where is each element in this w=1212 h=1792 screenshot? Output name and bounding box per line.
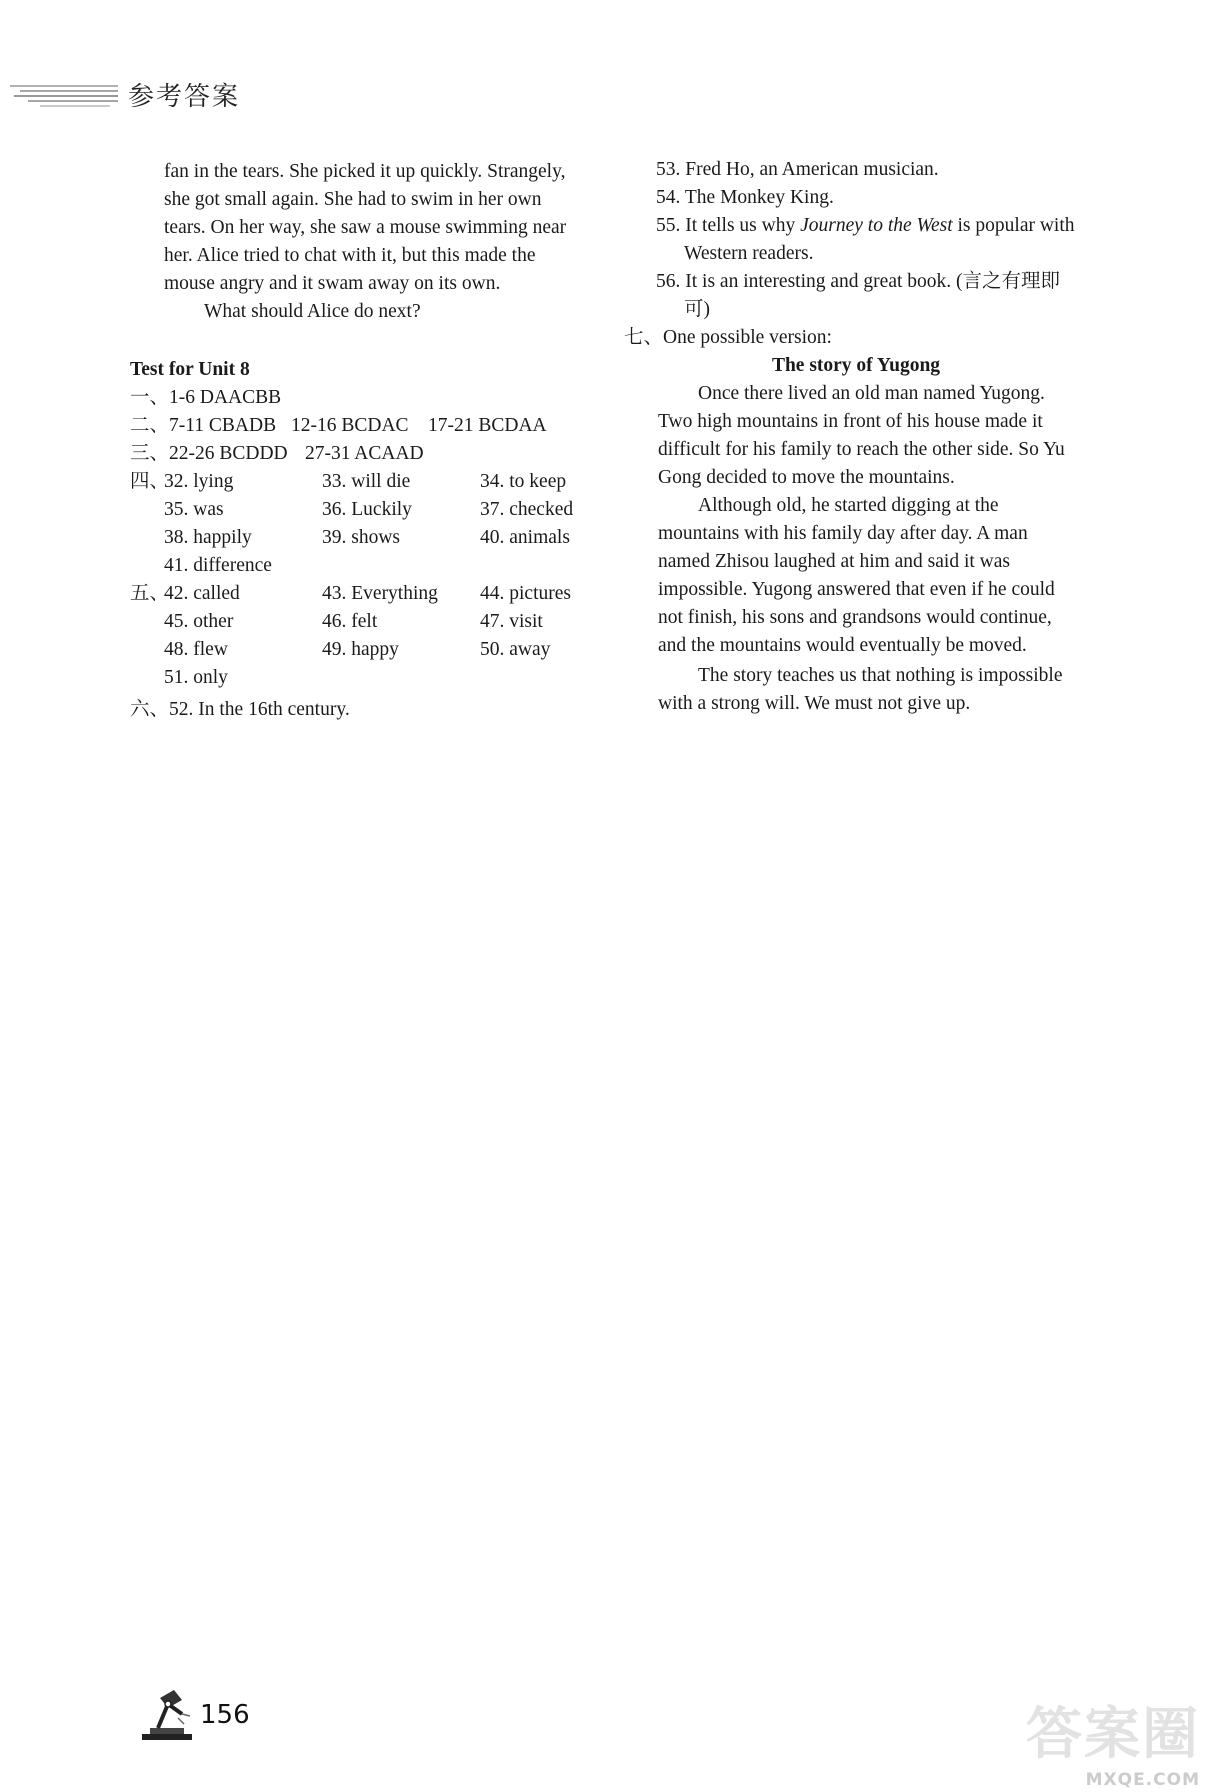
essay-line: not finish, his sons and grandsons would continue, [658, 607, 1052, 628]
answer-group: 三、22-26 BCDDD [130, 443, 288, 464]
answer-item: 50. away [480, 639, 551, 660]
section-6-answers: 六、52. In the 16th century. [130, 699, 350, 720]
essay-line: Although old, he started digging at the [698, 495, 999, 516]
answer-item: 34. to keep [480, 471, 567, 492]
answer-item: 35. was [164, 499, 224, 520]
answer-item: 38. happily [164, 527, 252, 548]
essay-line: The story teaches us that nothing is impossible [698, 665, 1063, 686]
answer-item: 42. called [164, 583, 240, 604]
section-3-answers [130, 440, 590, 468]
desk-lamp-icon [138, 1688, 198, 1742]
answer-56: 56. It is an interesting and great book. (言之有理即 [656, 271, 1061, 292]
answer-53: 53. Fred Ho, an American musician. [656, 159, 939, 180]
section-1-answers: 一、1-6 DAACBB [130, 387, 282, 408]
story-line: mouse angry and it swam away on its own. [164, 273, 501, 294]
test-title: Test for Unit 8 [130, 359, 250, 380]
answer-group: 二、7-11 CBADB [130, 415, 277, 436]
answer-56-continued: 可) [684, 299, 710, 320]
answer-item: 44. pictures [480, 583, 571, 604]
answer-item: 43. Everything [322, 583, 438, 604]
story-line: tears. On her way, she saw a mouse swimming near [164, 217, 567, 238]
essay-line: named Zhisou laughed at him and said it was [658, 551, 1011, 572]
answer-55-text-end: is popular with [952, 215, 1075, 236]
essay-line: difficult for his family to reach the other side. So Yu [658, 439, 1065, 460]
essay-title: The story of Yugong [771, 355, 941, 376]
answer-item: 49. happy [322, 639, 399, 660]
story-line: fan in the tears. She picked it up quickly. Strangely, [164, 161, 566, 182]
essay-line: Once there lived an old man named Yugong. [698, 383, 1045, 404]
answer-item: 46. felt [322, 611, 378, 632]
section-label: 五、 [130, 583, 170, 604]
answer-item: 48. flew [164, 639, 228, 660]
answer-item: 47. visit [480, 611, 543, 632]
essay-line: with a strong will. We must not give up. [658, 693, 971, 714]
section-5-answers [130, 580, 590, 692]
section-4-answers [130, 468, 590, 580]
answer-item: 33. will die [322, 471, 411, 492]
section-2-answers [130, 412, 590, 440]
answer-group: 12-16 BCDAC [291, 415, 409, 436]
section-7-label: 七、One possible version: [624, 327, 832, 348]
page-header-title: 参考答案 [128, 82, 241, 112]
story-line: she got small again. She had to swim in her own [164, 189, 542, 210]
header-decoration-lines [10, 80, 120, 110]
answer-group: 27-31 ACAAD [305, 443, 424, 464]
answer-group: 17-21 BCDAA [428, 415, 547, 436]
watermark [930, 1700, 1200, 1790]
answer-54: 54. The Monkey King. [656, 187, 834, 208]
watermark-url: MXQE.COM [1085, 1770, 1200, 1790]
story-line: her. Alice tried to chat with it, but this made the [164, 245, 536, 266]
answer-item: 32. lying [164, 471, 234, 492]
page-number: 156 [200, 1700, 250, 1730]
watermark-logo: 答案圈 [1026, 1702, 1200, 1767]
section-label: 四、 [130, 471, 170, 492]
essay-line: impossible. Yugong answered that even if he could [658, 579, 1055, 600]
answer-55-continued: Western readers. [684, 243, 814, 264]
answer-item: 40. animals [480, 527, 570, 548]
answer-item: 37. checked [480, 499, 574, 520]
answer-item: 45. other [164, 611, 234, 632]
answer-item: 51. only [164, 667, 228, 688]
answer-55 [656, 212, 1075, 240]
story-question: What should Alice do next? [204, 301, 421, 322]
essay-line: Gong decided to move the mountains. [658, 467, 955, 488]
book-title: Journey to the West [800, 215, 953, 236]
essay-line: Two high mountains in front of his house made it [658, 411, 1043, 432]
essay-line: and the mountains would eventually be moved. [658, 635, 1027, 656]
essay-line: mountains with his family day after day. A man [658, 523, 1028, 544]
answer-item: 36. Luckily [322, 499, 412, 520]
answer-item: 41. difference [164, 555, 272, 576]
answer-item: 39. shows [322, 527, 401, 548]
answer-55-text: 55. It tells us why [656, 215, 801, 236]
